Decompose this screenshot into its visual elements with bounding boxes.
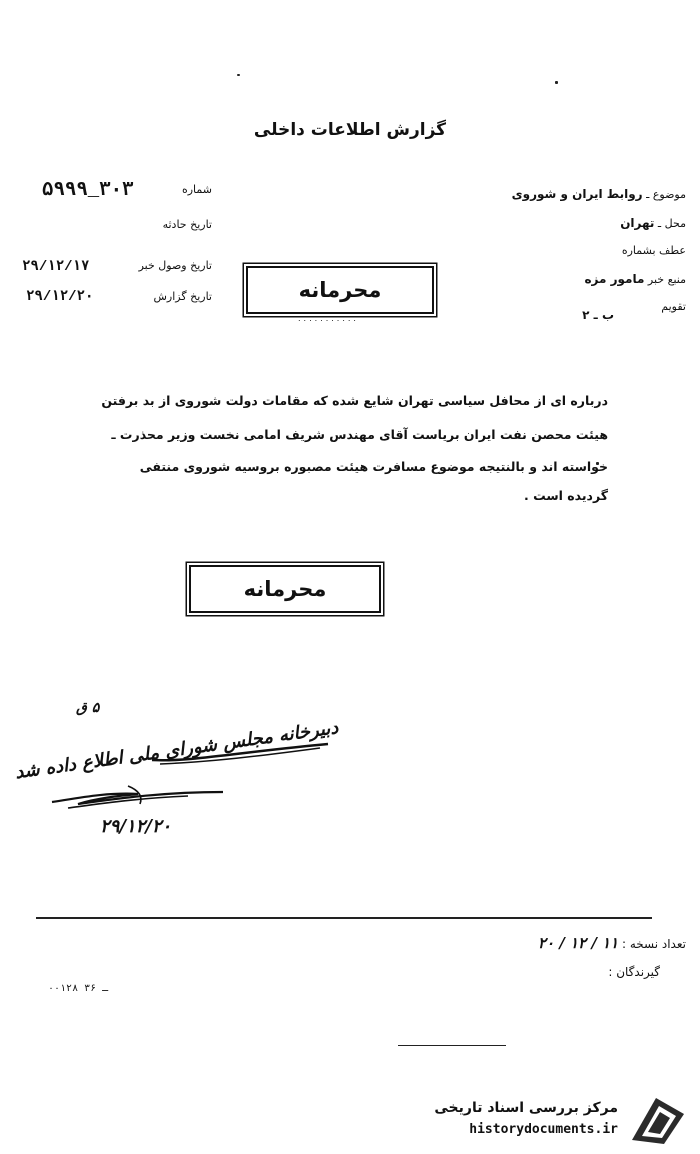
handwritten-underline (150, 738, 330, 768)
confidential-stamp (246, 266, 434, 314)
confidential-stamp-text: محرمانه (298, 278, 382, 302)
report-title: گزارش اطلاعات داخلی (253, 120, 447, 140)
rating-label: تقویم (661, 300, 686, 313)
location-value: تهران (620, 216, 655, 230)
archive-name: مرکز بررسی اسناد تاریخی (434, 1100, 618, 1116)
document-number: ۵۹۹۹_۳۰۳ (42, 179, 134, 201)
body-line: خواسته اند و بالنتیجه موضوع مسافرت هیئت مصبوره بروسیه شوروی منتفی (139, 459, 608, 474)
source-value: مامور مزه (584, 272, 645, 286)
number-label: شماره (181, 183, 212, 196)
source-field (584, 272, 686, 286)
source-label: منبع خبر (647, 273, 686, 286)
archive-url: historydocuments.ir (469, 1122, 618, 1137)
scan-speck (237, 74, 240, 76)
copies-label: تعداد نسخه : (621, 937, 686, 951)
archive-logo-icon (626, 1092, 690, 1148)
event-date-label: تاریخ حادثه (162, 218, 212, 231)
body-line: هیئت محصن نفت ایران بریاست آقای مهندس شریف امامی نخست وزیر محذرت ـ (111, 427, 608, 442)
handwritten-note-extra: ۵ ق (76, 700, 100, 716)
body-line: گردیده است . (523, 488, 608, 503)
receipt-date-label: تاریخ وصول خبر (138, 259, 212, 272)
report-date-value: ۲۹/۱۲/۲۰ (26, 289, 94, 305)
signature (48, 776, 228, 816)
receipt-date-value: ۲۹/۱۲/۱۷ (22, 259, 90, 275)
body-line: درباره ای از محافل سیاسی تهران شایع شده که مقامات دولت شوروی از بد برفتن (101, 393, 608, 408)
subject-field: موضوع ـ روابط ایران و شوروی (511, 187, 686, 201)
rating-value: ب ـ ۲ (582, 308, 614, 322)
footer-divider (36, 917, 652, 919)
stamp-underline: ........... (298, 314, 359, 323)
bottom-rule (398, 1045, 506, 1046)
subject-label: موضوع (652, 188, 686, 201)
reference-label: عطف بشماره (621, 244, 686, 257)
confidential-stamp-middle (189, 565, 381, 613)
handwritten-date: ۲۹/۱۲/۲۰ (100, 816, 172, 837)
copies-field (538, 934, 686, 952)
subject-value: روابط ایران و شوروی (511, 187, 643, 201)
confidential-stamp-middle-text: محرمانه (243, 577, 327, 601)
recipients-label: گیرندگان : (608, 965, 660, 979)
location-field: محل ـ تهران (620, 216, 686, 230)
location-label: محل (664, 217, 686, 230)
footer-code: ۰۰۱۲۸ ـ ۳۶ (48, 984, 109, 995)
copies-value: ۱۱ / ۱۲ / ۲۰ (537, 934, 619, 952)
report-date-label: تاریخ گزارش (153, 290, 212, 303)
handwritten-note: دبیرخانه مجلس شورای ملی اطلاع داده شد (13, 717, 340, 784)
scan-speck (555, 81, 558, 84)
